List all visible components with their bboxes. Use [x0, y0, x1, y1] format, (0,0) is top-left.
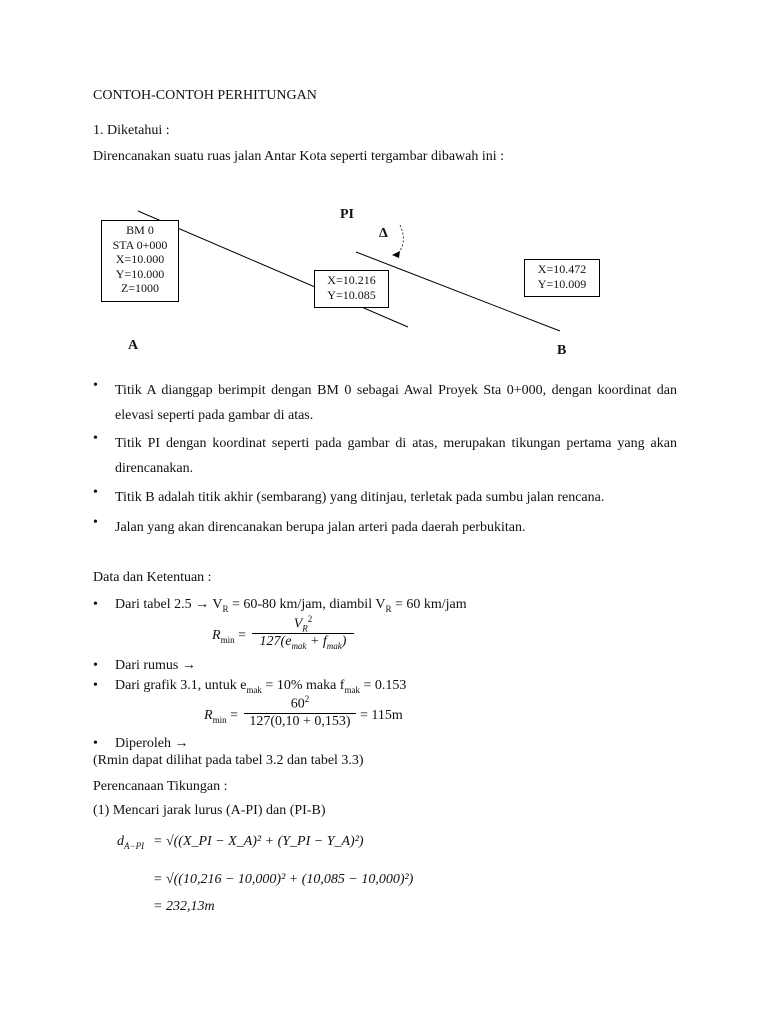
formula-rmin-value-lhs: $R_{min}$ =: [204, 708, 238, 725]
pi-coord-box: [314, 270, 389, 308]
data-heading: Data dan Ketentuan :: [93, 570, 212, 585]
bm0-y: Y=10.000: [115, 266, 165, 281]
item-1-label: 1. Diketahui :: [93, 123, 170, 138]
label-delta: Δ: [379, 226, 388, 241]
perencanaan-heading: Perencanaan Tikungan :: [93, 779, 228, 794]
formula-rmin-result: = 115m: [360, 708, 403, 723]
data-item-rumus: • Dari rumus →: [93, 658, 196, 673]
rmin-note: (Rmin dapat dilihat pada tabel 3.2 dan tabel 3.3): [93, 753, 364, 768]
label-pi: PI: [340, 207, 354, 222]
bullet-text: Titik B adalah titik akhir (sembarang) yang ditinjau, terletak pada sumbu jalan rencana.: [115, 490, 605, 505]
formula-distance-substitution: = √((10,216 − 10,000)² + (10,085 − 10,000)²): [153, 872, 414, 887]
bm0-sta: STA 0+000: [112, 237, 168, 252]
pi-y: Y=10.085: [327, 287, 376, 302]
bullet-text: Jalan yang akan direncanakan berupa jalan arteri pada daerah perbukitan.: [115, 520, 526, 535]
road-diagram: [0, 0, 768, 380]
data-item-diperoleh: • Diperoleh →: [93, 736, 189, 751]
intro-text: Direncanakan suatu ruas jalan Antar Kota seperti tergambar dibawah ini :: [93, 149, 505, 164]
bullet-text: Titik PI dengan koordinat seperti pada gambar di atas, merupakan tikungan pertama yang akan direncanakan.: [115, 436, 677, 476]
bm0-box: [101, 220, 179, 302]
bm0-line: BM 0: [126, 223, 154, 237]
formula-rmin-lhs: $R_{min}$ =: [212, 628, 246, 645]
delta-arrowhead: [392, 251, 400, 258]
formula-rmin-fraction: $V_R^2$ $127(e_{mak} + f_{mak})$: [252, 614, 354, 651]
b-y: Y=10.009: [537, 276, 587, 291]
b-x: X=10.472: [537, 262, 587, 276]
bm0-x: X=10.000: [115, 252, 165, 266]
b-coord-box: [524, 259, 600, 297]
document-page: CONTOH-CONTOH PERHITUNGAN 1. Diketahui : Direncanakan suatu ruas jalan Antar Kota seperti tergambar dibawah ini : BM 0 STA 0+000 X=10.000 Y=10.000 Z=1000 X=10.216 Y=10.085 X=10.472 Y=10.009 PI Δ A B • Titik A dianggap berimpit dengan BM 0 sebagai Awal Proyek Sta 0+000, dengan koordinat dan elevasi seperti pada gambar di atas. • Titik PI dengan koordinat seperti pada gambar di atas, merupakan tikungan pertama yang akan direncanakan. • Titik B adalah titik akhir (sembarang) yang ditinjau, terletak pada sumbu jalan rencana. • Jalan yang akan direncanakan berupa jalan arteri pada daerah perbukitan. Data dan Ketentuan : • Dari tabel $2.5 \to V_R = 60-80$ km/jam, diambil $V_R = 60$ km/jam $R_{min}$ = $V_R^2$ $127(e_{mak} + f_{mak})$ • Dari rumus → • Dari grafik 3.1, untuk $e_{mak} = 10\%$ maka $f_{mak} = 0.153$ $R_{min}$ = $60^2$ 127(0,10 + 0,153) = 115m • Diperoleh → (Rmin dapat dilihat pada tabel 3.2 dan tabel 3.3) Perencanaan Tikungan : (1) Mencari jarak lurus (A-PI) dan (PI-B) $d_{A-PI}$ = √((X_PI − X_A)² + (Y_PI − Y_A)²) = √((10,216 − 10,000)² + (10,085 − 10,000)²) = 232,13m: [0, 0, 768, 1024]
data-item-grafik: • Dari grafik 3.1, untuk $e_{mak} = 10\%$ maka $f_{mak} = 0.153$: [93, 678, 407, 695]
data-item-tabel: • Dari tabel $2.5 \to V_R = 60-80$ km/jam, diambil $V_R = 60$ km/jam: [93, 597, 467, 614]
step-1: (1) Mencari jarak lurus (A-PI) dan (PI-B): [93, 803, 326, 818]
bullet-text: Titik A dianggap berimpit dengan BM 0 sebagai Awal Proyek Sta 0+000, dengan koordinat dan elevasi seperti pada gambar di atas.: [115, 383, 677, 423]
bm0-z: Z=1000: [120, 281, 160, 295]
delta-arc: [397, 225, 403, 255]
formula-distance-rhs: = √((X_PI − X_A)² + (Y_PI − Y_A)²): [153, 834, 364, 849]
pi-x: X=10.216: [327, 273, 376, 287]
label-a: A: [128, 338, 139, 353]
formula-rmin-value-fraction: $60^2$ 127(0,10 + 0,153): [244, 694, 356, 730]
formula-distance-lhs: $d_{A-PI}$: [117, 834, 145, 851]
formula-distance-result: = 232,13m: [153, 899, 215, 914]
label-b: B: [557, 343, 567, 358]
page-title: CONTOH-CONTOH PERHITUNGAN: [93, 88, 317, 103]
